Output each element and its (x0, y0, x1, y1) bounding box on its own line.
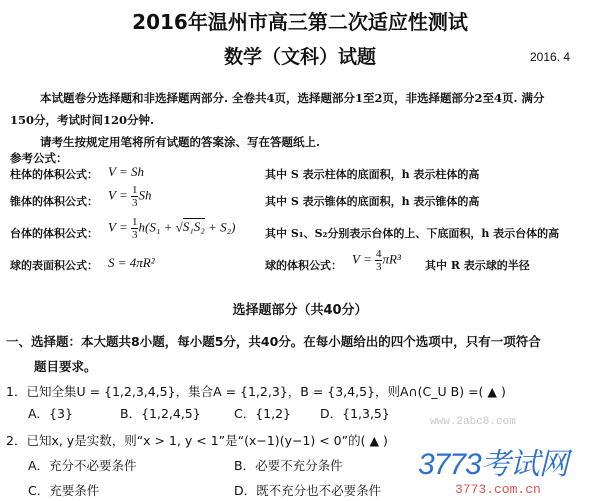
exam-date: 2016. 4 (530, 50, 571, 64)
formula-note: 其中 S₁、S₂分别表示台体的上、下底面积，h 表示台体的高 (265, 227, 560, 240)
formula-label: 锥体的体积公式： (10, 195, 98, 208)
formula-label: 球的表面积公式： (10, 259, 98, 272)
option-c: C．充要条件 (28, 483, 100, 498)
part-instructions: 一、选择题：本大题共8小题，每小题5分，共40分。在每小题给出的四个选项中，只有一项符合 (6, 334, 541, 349)
intro-line-2: 150分，考试时间120分钟. (10, 113, 155, 127)
formula-label: 台体的体积公式： (10, 227, 98, 240)
option-d: D．{1,3,5} (320, 406, 390, 421)
exam-title: 2016年温州市高三第二次适应性测试 (132, 10, 468, 34)
reference-label: 参考公式： (10, 151, 68, 165)
section-heading: 选择题部分（共40分） (232, 303, 368, 318)
watermark-brand: 3773考试网 (418, 448, 568, 481)
watermark-url-2abc8: www.2abc8.com (430, 416, 516, 428)
option-a: A．充分不必要条件 (28, 458, 137, 473)
intro-line-3: 请考生按规定用笔将所有试题的答案涂、写在答题纸上. (40, 135, 321, 149)
formula-note: 其中 R 表示球的半径 (425, 259, 530, 272)
formula-label: 柱体的体积公式： (10, 168, 98, 181)
watermark-url: 3773.com.cn (455, 482, 541, 497)
formula-note: 其中 S 表示柱体的底面积，h 表示柱体的高 (265, 168, 480, 181)
option-b: B．{1,2,4,5} (120, 406, 201, 421)
option-c: C．{1,2} (234, 406, 292, 421)
exam-subtitle: 数学（文科）试题 (223, 46, 376, 68)
formula-note: 其中 S 表示锥体的底面积，h 表示锥体的高 (265, 195, 480, 208)
intro-line-1: 本试题卷分选择题和非选择题两部分. 全卷共4页，选择题部分1至2页，非选择题部分2至4页. 满分 (40, 91, 545, 105)
formula: V = $\frac{1}{3}$ Sh (108, 184, 152, 209)
option-b: B．必要不充分条件 (234, 458, 343, 473)
part-instructions-cont: 题目要求。 (34, 359, 97, 374)
formula: V = Sh (108, 164, 144, 179)
option-d: D．既不充分也不必要条件 (234, 483, 382, 498)
formula: V = $\frac{1}{3}$ h(S₁ + √S₁S₂ + S₂) (108, 216, 236, 241)
formula: S = 4πR² (108, 255, 155, 270)
option-a: A．{3} (28, 406, 73, 421)
formula-label: 球的体积公式： (265, 259, 342, 272)
formula: V = $\frac{4}{3}$ πR³ (352, 248, 401, 273)
question-2: 2．已知x, y是实数，则“x > 1, y < 1”是“(x−1)(y−1) < 0”的( ▲ ) (6, 433, 388, 448)
question-1: 1．已知全集U = {1,2,3,4,5}，集合A = {1,2,3}，B = {3,4,5}，则A∩(C_U B) =( ▲ ) (6, 384, 506, 399)
